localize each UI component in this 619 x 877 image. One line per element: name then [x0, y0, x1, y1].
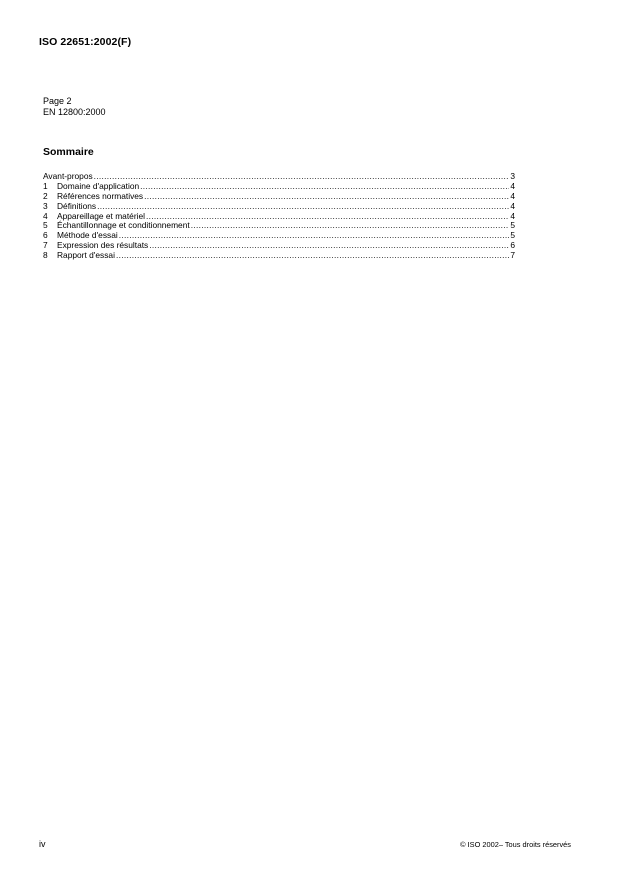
toc-dot-leader	[94, 172, 510, 182]
toc-entry-number: 5	[43, 220, 48, 231]
toc-entry-page: 4	[510, 190, 515, 201]
toc-dot-leader	[146, 212, 509, 222]
toc-entry-page: 4	[510, 210, 515, 221]
page-info-page: Page 2	[43, 96, 72, 106]
toc-entry-number: 4	[43, 210, 48, 221]
toc-entry-number: 6	[43, 230, 48, 241]
toc-entry-page: 4	[510, 180, 515, 191]
toc-entry-title: Méthode d'essai	[57, 230, 118, 241]
toc-entry-title: Appareillage et matériel	[57, 210, 145, 221]
footer-copyright: © ISO 2002– Tous droits réservés	[460, 840, 571, 849]
toc-entry-2[interactable]	[43, 192, 515, 202]
toc-entry-title: Expression des résultats	[57, 240, 149, 251]
toc-entry-title: Avant-propos	[43, 171, 93, 181]
toc-entry-page: 3	[510, 171, 515, 181]
toc-entry-title: Domaine d'application	[57, 180, 140, 191]
toc-entry-number: 3	[43, 200, 48, 211]
toc-entry-number: 7	[43, 240, 48, 251]
toc-dot-leader	[119, 231, 510, 241]
page-info	[43, 96, 106, 118]
toc-entry-title: Rapport d'essai	[57, 250, 115, 261]
toc-dot-leader	[144, 192, 509, 202]
toc-dot-leader	[191, 221, 510, 231]
toc-entry-number: 1	[43, 180, 48, 191]
document-id: ISO 22651:2002(F)	[39, 36, 132, 48]
toc-entry-number: 8	[43, 250, 48, 261]
toc-dot-leader	[140, 182, 509, 192]
toc-dot-leader	[116, 251, 509, 261]
toc-entry-page: 5	[510, 230, 515, 241]
footer-page-number: iv	[39, 839, 46, 849]
page-info-standard: EN 12800:2000	[43, 107, 106, 117]
toc-entry-page: 7	[510, 250, 515, 261]
toc-dot-leader	[149, 241, 509, 251]
toc-entry-page: 6	[510, 240, 515, 251]
table-of-contents	[43, 172, 515, 261]
toc-entry-number: 2	[43, 190, 48, 201]
toc-heading: Sommaire	[43, 146, 94, 158]
toc-entry-title: Échantillonnage et conditionnement	[57, 220, 190, 231]
toc-entry-page: 5	[510, 220, 515, 231]
toc-entry-page: 4	[510, 200, 515, 211]
toc-dot-leader	[97, 202, 509, 212]
toc-entry-8[interactable]	[43, 251, 515, 261]
toc-entry-title: Références normatives	[57, 190, 144, 201]
toc-entry-title: Définitions	[57, 200, 97, 211]
